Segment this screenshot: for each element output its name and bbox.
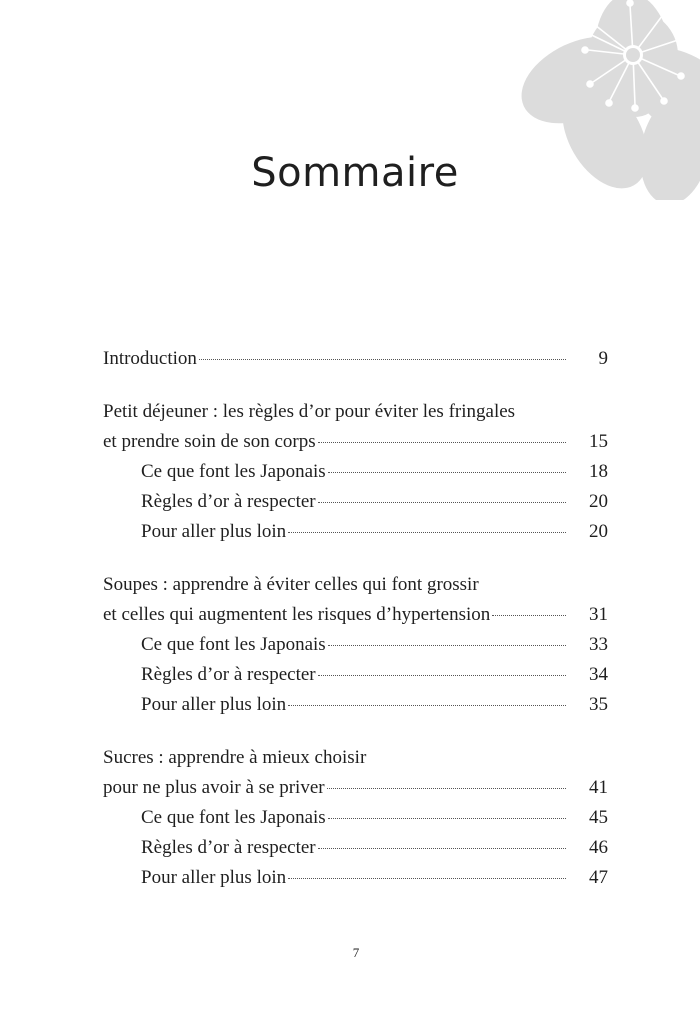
toc-chapter[interactable] xyxy=(103,397,608,457)
toc-subsection[interactable] xyxy=(103,457,608,487)
dot-leader xyxy=(288,704,566,706)
dot-leader xyxy=(318,441,566,443)
dot-leader xyxy=(318,847,566,849)
dot-leader xyxy=(288,877,566,879)
toc-chapter-title: Sucres : apprendre à mieux choisir xyxy=(103,747,367,768)
dot-leader xyxy=(318,674,566,676)
toc-subsection-title: Règles d’or à respecter xyxy=(141,491,316,512)
toc-subsection-title: Pour aller plus loin xyxy=(141,521,287,542)
toc-subsection[interactable] xyxy=(103,630,608,660)
dot-leader xyxy=(199,358,566,360)
toc-page-number: 46 xyxy=(589,837,608,858)
toc-page-number: 47 xyxy=(589,867,608,888)
dot-leader xyxy=(328,817,566,819)
toc-chapter-title-cont: et prendre soin de son corps xyxy=(103,431,316,452)
toc-chapter-title: Petit déjeuner : les règles d’or pour éviter les fringales xyxy=(103,401,516,422)
dot-leader xyxy=(492,614,566,616)
toc-page-number: 41 xyxy=(589,777,608,798)
toc-page-number: 34 xyxy=(589,664,608,685)
toc-page-number: 20 xyxy=(589,491,608,512)
dot-leader xyxy=(328,644,566,646)
page-number-footer: 7 xyxy=(352,945,360,960)
toc-page-number: 33 xyxy=(589,634,608,655)
dot-leader xyxy=(327,787,566,789)
toc-subsection-title: Pour aller plus loin xyxy=(141,867,287,888)
toc-chapter[interactable] xyxy=(103,344,608,374)
toc-chapter-title-cont: et celles qui augmentent les risques d’hypertension xyxy=(103,604,491,625)
toc-page-number: 31 xyxy=(589,604,608,625)
toc-page-number: 20 xyxy=(589,521,608,542)
toc-page-number: 35 xyxy=(589,694,608,715)
toc-chapter[interactable] xyxy=(103,570,608,630)
dot-leader xyxy=(328,471,566,473)
toc-page-number: 9 xyxy=(598,348,608,369)
toc-subsection[interactable] xyxy=(103,487,608,517)
page-title: Sommaire xyxy=(251,150,459,196)
toc-subsection-title: Pour aller plus loin xyxy=(141,694,287,715)
toc-subsection-title: Ce que font les Japonais xyxy=(141,461,326,482)
toc-subsection[interactable] xyxy=(103,833,608,863)
toc-subsection-title: Règles d’or à respecter xyxy=(141,664,316,685)
toc-subsection[interactable] xyxy=(103,690,608,720)
toc-chapter-title: Soupes : apprendre à éviter celles qui font grossir xyxy=(103,574,479,595)
toc-subsection[interactable] xyxy=(103,803,608,833)
toc-chapter[interactable] xyxy=(103,743,608,803)
toc-page-number: 45 xyxy=(589,807,608,828)
toc-page-number: 15 xyxy=(589,431,608,452)
toc-subsection-title: Ce que font les Japonais xyxy=(141,807,326,828)
toc-subsection[interactable] xyxy=(103,660,608,690)
dot-leader xyxy=(288,531,566,533)
toc-subsection-title: Règles d’or à respecter xyxy=(141,837,316,858)
dot-leader xyxy=(318,501,566,503)
toc-subsection-title: Ce que font les Japonais xyxy=(141,634,326,655)
table-of-contents xyxy=(103,344,608,893)
toc-subsection[interactable] xyxy=(103,517,608,547)
toc-chapter-title-cont: pour ne plus avoir à se priver xyxy=(103,777,325,798)
toc-chapter-title: Introduction xyxy=(103,348,197,369)
toc-subsection[interactable] xyxy=(103,863,608,893)
toc-page-number: 18 xyxy=(589,461,608,482)
